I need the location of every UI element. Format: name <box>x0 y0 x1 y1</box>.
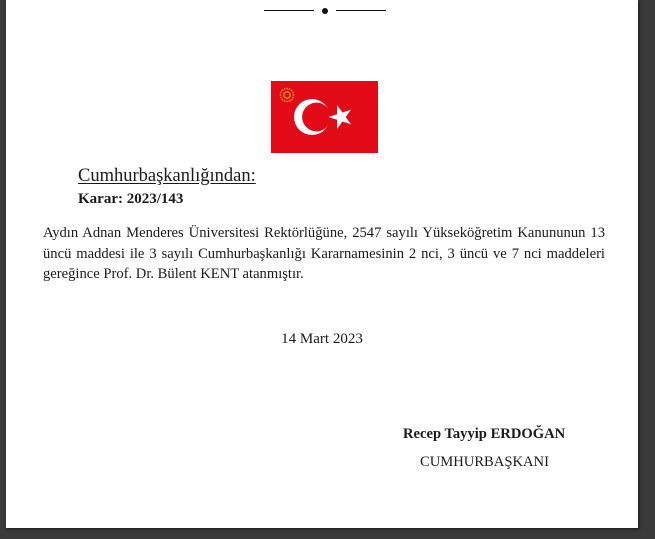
sun-ray <box>284 100 286 102</box>
sun-ray <box>292 92 294 94</box>
sun-ray <box>280 92 282 94</box>
sun-ray <box>280 94 282 96</box>
sun-ray <box>286 88 288 90</box>
separator-dot <box>322 8 328 14</box>
crescent-inner <box>302 103 331 132</box>
separator-line-right <box>336 10 386 11</box>
sun-ray <box>286 101 288 103</box>
sun-ray <box>282 99 284 101</box>
separator-line-left <box>264 10 314 11</box>
sun-ray <box>284 88 286 90</box>
sun-ray <box>291 99 293 101</box>
sun-ray <box>292 97 294 99</box>
signer-title: CUMHURBAŞKANI <box>420 454 549 470</box>
decree-body: Aydın Adnan Menderes Üniversitesi Rektörlüğüne, 2547 sayılı Yükseköğretim Kanununun 13 üncü maddesi ile 3 sayılı Cumhurbaşkanlığı Kararnamesinin 2 nci, 3 üncü ve 7 nci maddeleri gereğince Prof. Dr. Bülent KENT atanmıştır. <box>43 225 605 282</box>
issuing-authority: Cumhurbaşkanlığından: <box>78 166 256 186</box>
sun-ray <box>289 100 291 102</box>
header-separator <box>264 8 386 14</box>
sun-ray <box>291 90 293 92</box>
signer-name: Recep Tayyip ERDOĞAN <box>403 426 566 442</box>
decree-date: 14 Mart 2023 <box>281 331 363 347</box>
document-page <box>6 0 638 528</box>
sun-ray <box>293 94 295 96</box>
decision-number: Karar: 2023/143 <box>78 191 184 207</box>
sun-ray <box>282 90 284 92</box>
sun-ray <box>280 97 282 99</box>
turkish-flag-emblem <box>271 81 378 153</box>
sun-ray <box>289 88 291 90</box>
